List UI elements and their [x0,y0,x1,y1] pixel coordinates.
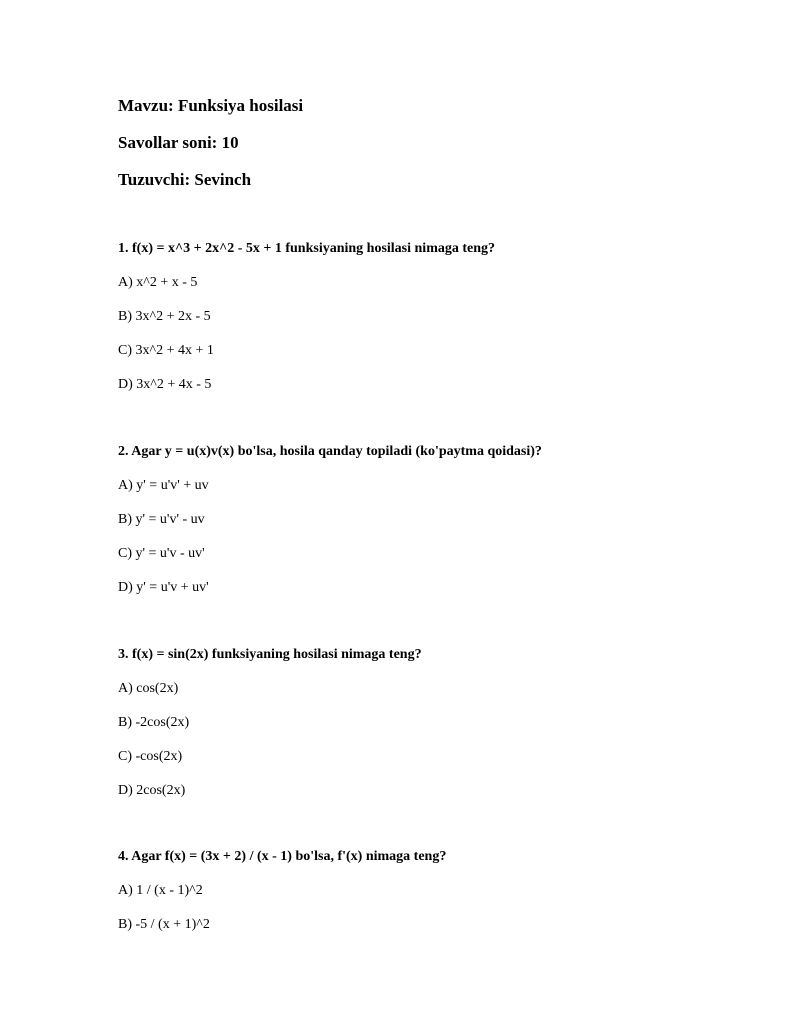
question-block-1 [118,240,758,394]
option-d: D) y' = u'v + uv' [118,580,209,595]
question-text: 1. f(x) = x^3 + 2x^2 - 5x + 1 funksiyaning hosilasi nimaga teng? [118,241,496,256]
option-c: C) y' = u'v - uv' [118,546,205,561]
option-a: A) 1 / (x - 1)^2 [118,883,203,898]
author-heading: Tuzuvchi: Sevinch [118,170,252,189]
question-block-2 [118,443,758,597]
question-count-heading: Savollar soni: 10 [118,133,239,152]
option-b: B) -5 / (x + 1)^2 [118,917,210,932]
question-text: 2. Agar y = u(x)v(x) bo'lsa, hosila qanday topiladi (ko'paytma qoidasi)? [118,444,542,459]
question-block-3 [118,646,758,800]
option-d: D) 3x^2 + 4x - 5 [118,377,212,392]
option-a: A) x^2 + x - 5 [118,275,198,290]
option-c: C) 3x^2 + 4x + 1 [118,343,214,358]
option-b: B) 3x^2 + 2x - 5 [118,309,211,324]
option-c: C) -cos(2x) [118,749,183,764]
option-d: D) 2cos(2x) [118,783,186,798]
option-a: A) y' = u'v' + uv [118,478,209,493]
option-a: A) cos(2x) [118,681,179,696]
question-block-4 [118,848,758,934]
question-text: 3. f(x) = sin(2x) funksiyaning hosilasi nimaga teng? [118,647,422,662]
option-b: B) -2cos(2x) [118,715,190,730]
option-b: B) y' = u'v' - uv [118,512,205,527]
question-text: 4. Agar f(x) = (3x + 2) / (x - 1) bo'lsa, f'(x) nimaga teng? [118,849,447,864]
topic-heading: Mavzu: Funksiya hosilasi [118,96,304,115]
